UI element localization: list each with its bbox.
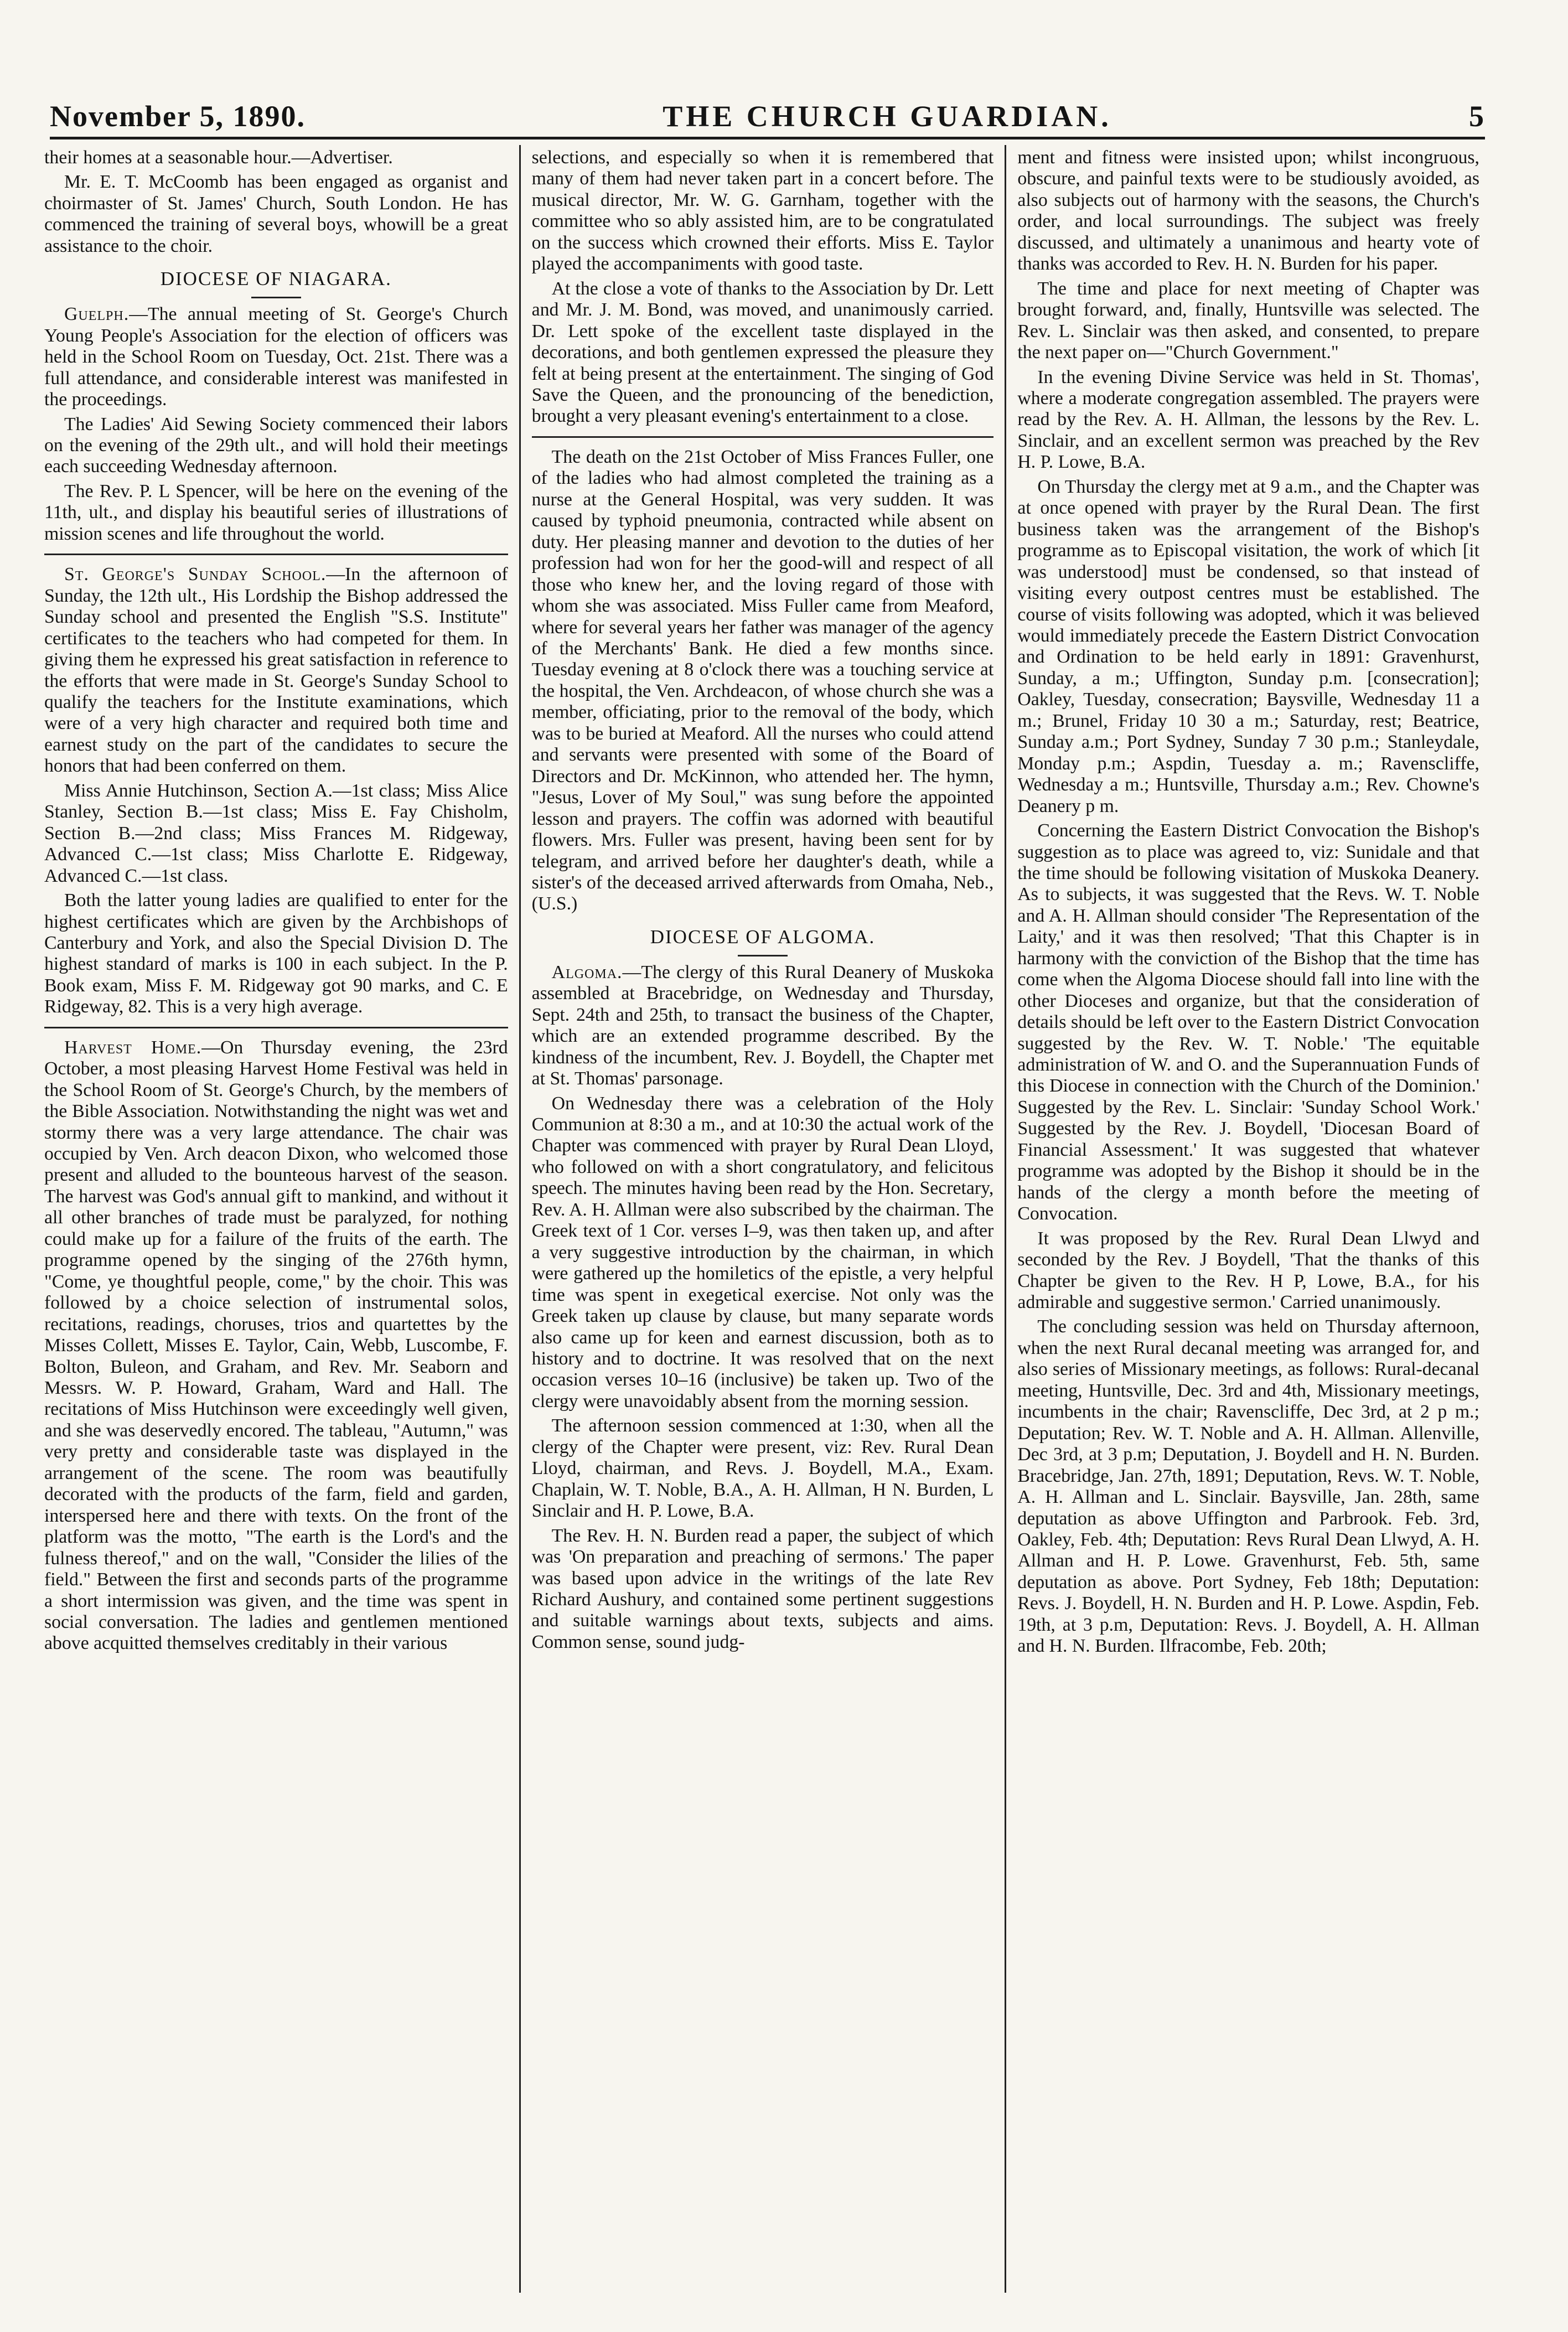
article-divider <box>532 436 994 438</box>
sunday-school-text: —In the afternoon of Sunday, the 12th ult., His Lordship the Bishop addressed the Sunday school and presented the English "S.S. Institute" certificates to the teachers who had competed for them. In giving them he expressed his great satisfaction in reference to the efforts that were made in St. George's Sunday School to qualify the teachers for the Institute examinations, which were of a very high character and required both time and earnest study on the part of the candidates to secure the honors that had been conferred on them. <box>44 564 508 777</box>
certificates-list-paragraph: Miss Annie Hutchinson, Section A.—1st class; Miss Alice Stanley, Section B.—1st class; Miss E. Fay Chisholm, Section B.—2nd class; Miss Frances M. Ridgeway, Advanced C.—1st class; Miss Charlotte E. Ridgeway, Advanced C.—1st class. <box>44 780 508 886</box>
harvest-home-lead: Harvest Home. <box>64 1037 202 1058</box>
column-2 <box>519 145 1005 2293</box>
divine-service-paragraph: In the evening Divine Service was held in St. Thomas', where a moderate congregation assembled. The prayers were read by the Rev. A. H. Allman, the lessons by the Rev. L. Sinclair, and an excellent sermon was preached by the Rev H. P. Lowe, B.A. <box>1017 366 1479 473</box>
guelph-paragraph <box>44 304 508 410</box>
burden-paper-paragraph: The Rev. H. N. Burden read a paper, the subject of which was 'On preparation and preaching of sermons.' The paper was based upon advice in the writings of the late Rev Richard Aushury, and contained some pertinent suggestions and suitable warnings about texts, subjects and aims. Common sense, sound judg- <box>531 1525 994 1652</box>
article-divider <box>44 1027 508 1028</box>
guelph-text: —The annual meeting of St. George's Church Young People's Association for the election of officers was held in the School Room on Tuesday, Oct. 21st. There was a full attendance, and considerable interest was manifested in the proceedings. <box>44 304 508 410</box>
sunday-school-paragraph <box>44 564 508 777</box>
algoma-paragraph <box>532 962 994 1090</box>
thursday-visitation-paragraph: On Thursday the clergy met at 9 a.m., and the Chapter was at once opened with prayer by the Rural Dean. The first business taken was the arrangement of the Bishop's programme as to Episcopal visitation, the work of which [it was understood] must be condensed, so that instead of visiting every outpost centres must be established. The course of visits following was adopted, which it was believed would immediately precede the Eastern District Convocation and Ordination to be held early in 1891: Gravenhurst, Sunday, a m.; Uffington, Sunday p.m. [consecration]; Oakley, Tuesday, consecration; Baysville, Wednesday 11 a m.; Brunel, Friday 10 30 a m.; Saturday, rest; Beatrice, Sunday a.m.; Port Sydney, Sunday 7 30 p.m.; Stanleydale, Monday p.m.; Aspdin, Tuesday a. m.; Ravenscliffe, Wednesday a m.; Huntsville, Thursday a.m.; Rev. Chowne's Deanery p m. <box>1017 476 1479 816</box>
sewing-society-paragraph: The Ladies' Aid Sewing Society commenced their labors on the evening of the 29th ult., and will hold their meetings each succeeding Wednesday afternoon. <box>44 413 508 477</box>
wednesday-session-paragraph: On Wednesday there was a celebration of the Holy Communion at 8:30 a m., and at 10:30 the actual work of the Chapter was commenced with prayer by Rural Dean Lloyd, who followed on with a short congratulatory, and felicitous speech. The minutes having been read by the Hon. Secretary, Rev. A. H. Allman were also subscribed by the chairman. The Greek text of 1 Cor. verses I–9, was then taken up, and after a very suggestive introduction by the chairman, in which were gathered up the homiletics of the epistle, a very helpful time was spent in exegetical exercise. Not only was the Greek taken up clause by clause, but many separate words also came up for keen and earnest discussion, both as to history and to doctrine. It was resolved that on the next occasion verses 10–16 (inclusive) be taken up. Two of the clergy were unavoidably absent from the morning session. <box>531 1093 994 1411</box>
algoma-heading: DIOCESE OF ALGOMA. <box>650 925 876 948</box>
article-divider <box>44 554 508 555</box>
guelph-lead: Guelph. <box>64 304 130 325</box>
harvest-home-paragraph <box>44 1037 508 1654</box>
algoma-lead: Algoma. <box>551 961 623 983</box>
issue-date: November 5, 1890. <box>50 100 306 133</box>
next-meeting-paragraph: The time and place for next meeting of Chapter was brought forward, and, finally, Huntsville was selected. The Rev. L. Sinclair was then asked, and consented, to prepare the next paper on—"Church Government." <box>1017 278 1479 363</box>
algoma-text: —The clergy of this Rural Deanery of Muskoka assembled at Bracebridge, on Wednesday and Thursday, Sept. 24th and 25th, to transact the business of the Chapter, which are an extended programme described. By the kindness of the incumbent, Rev. J. Boydell, the Chapter met at St. Thomas' parsonage. <box>531 961 994 1089</box>
sunday-school-lead: St. George's Sunday School. <box>64 564 327 585</box>
harvest-home-text: —On Thursday evening, the 23rd October, a most pleasing Harvest Home Festival was held in the School Room of St. George's Church, by the members of the Bible Association. Notwithstanding the night was wet and stormy there was a very large attendance. The chair was occupied by Ven. Arch deacon Dixon, who welcomed those present and alluded to the bounteous harvest of the season. The harvest was God's annual gift to mankind, and without it all other branches of trade must be paralyzed, for nothing could make up for a failure of the fruits of the earth. The programme opened by the singing of the 276th hymn, "Come, ye thoughtful people, come," by the choir. This was followed by a choice selection of instrumental solos, recitations, readings, choruses, trios and quartettes by the Misses Collett, Misses E. Taylor, Cain, Webb, Luscombe, F. Bolton, Buleon, and Graham, and Rev. Mr. Seaborn and Messrs. W. P. Howard, Graham, Ward and Hall. The recitations of Miss Hutchinson were exceedingly well given, and she was deservedly encored. The tableau, "Autumn," was very pretty and considerable taste was displayed in the arrangement of the scene. The room was beautifully decorated with the products of the farm, field and garden, interspersed here and there with texts. On the front of the platform was the motto, "The earth is the Lord's and the fulness thereof," and on the wall, "Consider the lilies of the field." Between the first and seconds parts of the programme a short intermission was given, and the time was spent in social conversation. The ladies and gentlemen mentioned above acquitted themselves creditably in their various <box>44 1037 508 1654</box>
column-1 <box>33 145 519 2293</box>
selections-paragraph: selections, and especially so when it is remembered that many of them had never taken part in a concert before. The musical director, Mr. W. G. Garnham, together with the committee who so ably assisted him, are to be congratulated on the success which crowned their efforts. Miss E. Taylor played the accompaniments with good taste. <box>531 147 994 275</box>
ridgeway-paragraph: Both the latter young ladies are qualified to enter for the highest certificates which are given by the Archbishops of Canterbury and York, and also the Special Division D. The highest standard of marks is 100 in each subject. In the P. Book exam, Miss F. M. Ridgeway got 90 marks, and C. E Ridgeway, 82. This is a very high average. <box>44 890 508 1017</box>
heading-rule <box>738 955 788 956</box>
article-columns <box>33 145 1491 2293</box>
column-3 <box>1005 145 1491 2293</box>
fitness-paragraph: ment and fitness were insisted upon; whilst incongruous, obscure, and painful texts were to be studiously avoided, as also subjects out of harmony with the seasons, the Church's order, and local surroundings. The subject was freely discussed, and ultimately a unanimous and hearty vote of thanks was accorded to Rev. H. N. Burden for his paper. <box>1017 147 1479 275</box>
heading-rule <box>251 297 301 298</box>
newspaper-title: THE CHURCH GUARDIAN. <box>663 100 1112 133</box>
page-number: 5 <box>1469 100 1485 133</box>
thanks-motion-paragraph: It was proposed by the Rev. Rural Dean Llwyd and seconded by the Rev. J Boydell, 'That the thanks of this Chapter be given to the Rev. H P, Lowe, B.A., for his admirable and suggestive sermon.' Carried unanimously. <box>1017 1228 1479 1313</box>
concluding-session-paragraph: The concluding session was held on Thursday afternoon, when the next Rural decanal meeting was arranged for, and also series of Missionary meetings, as follows: Rural-decanal meeting, Huntsville, Dec. 3rd and 4th, Missionary meetings, incumbents in the chair; Ravenscliffe, Dec 3rd, at 2 p m.; Deputation; Rev. W. T. Noble and A. H. Allman. Allenville, Dec 3rd, at 3 p.m; Deputation, J. Boydell and H. N. Burden. Bracebridge, Jan. 27th, 1891; Deputation, Revs. W. T. Noble, A. H. Allman and L. Sinclair. Baysville, Jan. 28th, same deputation as above Uffington and Parbrook. Feb. 3rd, Oakley, Feb. 4th; Deputation: Revs Rural Dean Llwyd, A. H. Allman and H. P. Lowe. Gravenhurst, Feb. 5th, same deputation as above. Port Sydney, Feb 18th; Deputation: Revs. J. Boydell, H. N. Burden and H. P. Lowe. Aspdin, Feb. 19th, at 3 p.m, Deputation: Revs. J. Boydell, A. H. Allman and H. N. Burden. Ilfracombe, Feb. 20th; <box>1017 1316 1479 1657</box>
spencer-paragraph: The Rev. P. L Spencer, will be here on the evening of the 11th, ult., and display his beautiful series of illustrations of mission scenes and life throughout the world. <box>44 480 508 544</box>
afternoon-session-paragraph: The afternoon session commenced at 1:30, when all the clergy of the Chapter were present, viz: Rev. Rural Dean Lloyd, chairman, and Revs. J. Boydell, M.A., Exam. Chaplain, W. T. Noble, B.A., A. H. Allman, H N. Burden, L Sinclair and H. P. Lowe, B.A. <box>531 1415 994 1522</box>
vote-of-thanks-paragraph: At the close a vote of thanks to the Association by Dr. Lett and Mr. J. M. Bond, was moved, and unanimously carried. Dr. Lett spoke of the excellent taste displayed in the decorations, and both gentlemen expressed the pleasure they felt at being present at the entertainment. The singing of God Save the Queen, and the pronouncing of the benediction, brought a very pleasant evening's entertainment to a close. <box>531 278 994 427</box>
masthead <box>50 94 1485 139</box>
advertiser-tail: their homes at a seasonable hour.—Advertiser. <box>44 147 393 168</box>
niagara-heading: DIOCESE OF NIAGARA. <box>160 268 392 290</box>
mccoomb-paragraph: Mr. E. T. McCoomb has been engaged as organist and choirmaster of St. James' Church, South London. He has commenced the training of several boys, whowill be a great assistance to the choir. <box>44 172 508 256</box>
fuller-obituary-paragraph: The death on the 21st October of Miss Frances Fuller, one of the ladies who had almost completed the training as a nurse at the General Hospital, was very sudden. It was caused by typhoid pneumonia, contracted while absent on duty. Her pleasing manner and devotion to the duties of her profession had won for her the good-will and respect of all those who knew her, and the loving regard of those with whom she was associated. Miss Fuller came from Meaford, where for several years her father was manager of the agency of the Merchants' Bank. He died a few months since. Tuesday evening at 8 o'clock there was a touching service at the hospital, the Ven. Archdeacon, of whose church she was a member, officiating, prior to the removal of the body, which was to be buried at Meaford. All the nurses who could attend and servants were presented with some of the Board of Directors and Dr. McKinnon, who attended her. The hymn, "Jesus, Lover of My Soul," was sung before the appointed lesson and prayers. The coffin was adorned with beautiful flowers. Mrs. Fuller was present, having been sent for by telegram, and arrived before her daughter's death, while a sister's of the deceased arrived afterwards from Omaha, Neb., (U.S.) <box>531 446 994 914</box>
convocation-paragraph: Concerning the Eastern District Convocation the Bishop's suggestion as to place was agreed to, viz: Sunidale and that the time should be following visitation of Muskoka Deanery. As to subjects, it was suggested that the Revs. W. T. Noble and A. H. Allman should consider 'The Representation of the Laity,' and it was then resolved; 'That this Chapter is in harmony with the conviction of the Bishop that the time has come when the Algoma Diocese should fall into line with the other Dioceses and organize, but that the consideration of details should be left over to the Eastern District Convocation suggested by the Rev. W. T. Noble.' 'The equitable administration of W. and O. and the Superannuation Funds of this Diocese in connection with the Church of the Dominion.' Suggested by the Rev. L. Sinclair: 'Sunday School Work.' Suggested by the Rev. J. Boydell, 'Diocesan Board of Financial Assessment.' It was suggested that whatever programme was adopted by the Bishop it should be in the hands of the clergy a month before the meeting of Convocation. <box>1017 820 1479 1224</box>
